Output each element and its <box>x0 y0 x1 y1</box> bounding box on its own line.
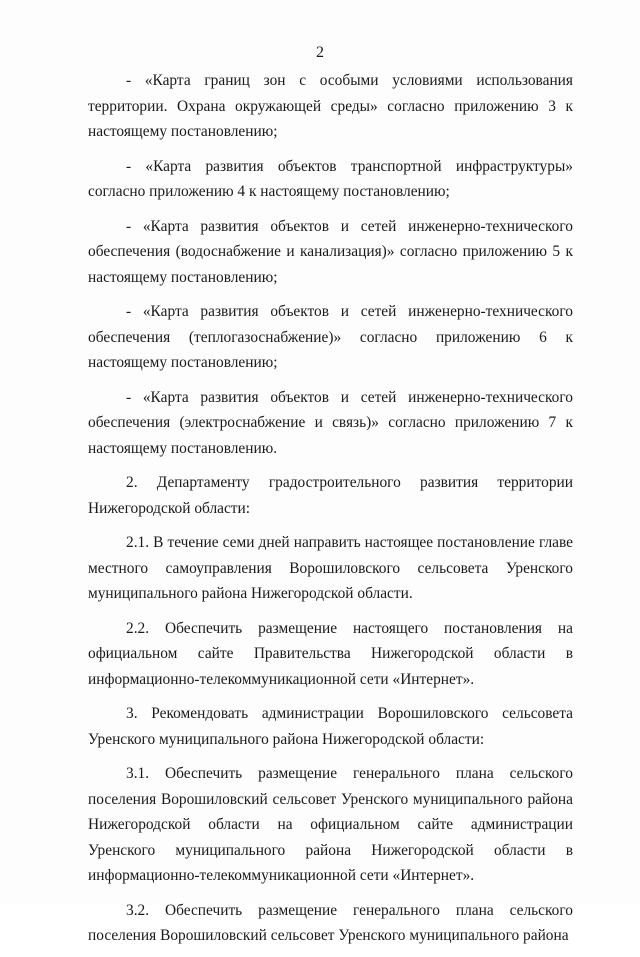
paragraph-appendix-3: - «Карта границ зон с особыми условиями использования территории. Охрана окружающей среды» согласно приложению 3 к настоящему постановлению; <box>88 72 573 140</box>
paragraph-item-2: 2. Департаменту градостроительного развития территории Нижегородской области: <box>88 474 573 517</box>
page-number: 2 <box>316 44 324 61</box>
paragraph-item-3: 3. Рекомендовать администрации Ворошиловского сельсовета Уренского муниципального района Нижегородской области: <box>88 705 573 748</box>
paragraph-appendix-4: - «Карта развития объектов транспортной инфраструктуры» согласно приложению 4 к настоящему постановлению; <box>88 157 573 200</box>
paragraph-item-3-2: 3.2. Обеспечить размещение генерального плана сельского поселения Ворошиловский сельсовет Уренского муниципального района <box>88 901 573 944</box>
paragraph-item-3-1: 3.1. Обеспечить размещение генерального плана сельского поселения Ворошиловский сельсовет Уренского муниципального района Нижегородской области на официальном сайте администрации Уренского муниципального района Нижегородской области в информационно-телекоммуникационной сети «Интернет». <box>88 765 573 884</box>
document-body <box>88 68 573 957</box>
paragraph-appendix-6: - «Карта развития объектов и сетей инженерно-технического обеспечения (теплогазоснабжение)» согласно приложению 6 к настоящему постановлению; <box>88 303 573 371</box>
paragraph-item-2-2: 2.2. Обеспечить размещение настоящего постановления на официальном сайте Правительства Нижегородской области в информационно-телекоммуникационной сети «Интернет». <box>88 619 573 688</box>
paragraph-appendix-5: - «Карта развития объектов и сетей инженерно-технического обеспечения (водоснабжение и канализация)» согласно приложению 5 к настоящему постановлению; <box>88 217 573 286</box>
paragraph-item-2-1: 2.1. В течение семи дней направить настоящее постановление главе местного самоуправления Ворошиловского сельсовета Уренского муниципального района Нижегородской области. <box>88 534 573 602</box>
paragraph-appendix-7: - «Карта развития объектов и сетей инженерно-технического обеспечения (электроснабжение и связь)» согласно приложению 7 к настоящему постановлению. <box>88 388 573 457</box>
